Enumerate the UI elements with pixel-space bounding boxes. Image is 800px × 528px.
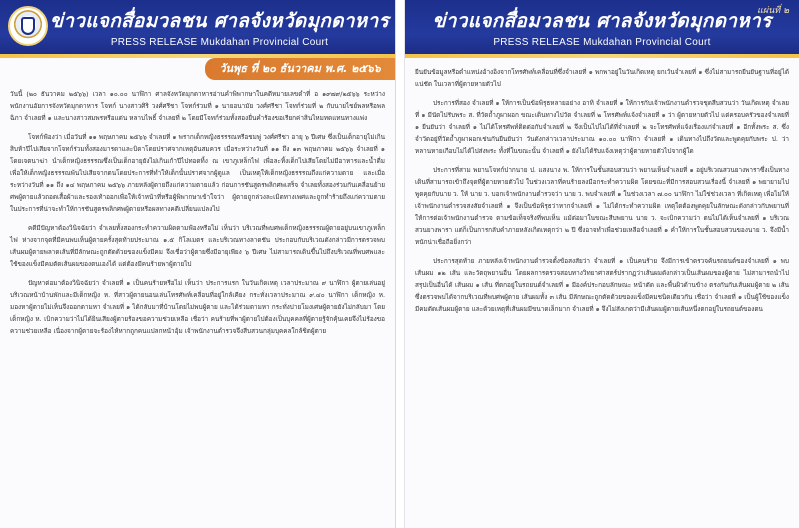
paragraph: คดีมีปัญหาต้องวินิจฉัยว่า จำเลยทั้งสองกระทำความผิดตามฟ้องหรือไม่ เห็นว่า บริเวณที่พบศพเด็กหญิงธรรรณผู้ตายอยู่บนเขาภูเหล็กไฟ ห่างจากจุดที่มีคนพบเห็นผู้ตายครั้งสุดท้ายประมาณ ๑.๕ กิโลเมตร และบริเวณทางลาดชัน ประกอบกับบริเวณดังกล่าวมีการตรวจพบเส้นผมผู้ตายพลาดเส้นที่มีลักษณะถูกตัดด้วยของแข็งมีคม จึงเชื่อว่าผู้ตายซึ่งมีอายุเพียง ๖ ปีเศษ ไม่สามารถเดินขึ้นไปถึงบริเวณที่พบศพและใช้ของแข็งมีคมตัดเส้นผมของตนเองได้ แต่ต้องมีคนร้ายพาผู้ตายไป	[10, 224, 385, 268]
paragraph: ยืนยันข้อมูลหรือตำแหน่งอ้างอิงจากโทรศัพท์เคลื่อนที่ซึ่งจำเลยที่ ๑ พกพาอยู่ในวันเกิดเหตุ ยกเว้นจำเลยที่ ๑ ซึ่งไม่สามารถยืนยันฐานที่อยู่ได้แน่ชัด ในเวลาที่ผู้ตายหายตัวไป	[415, 68, 789, 88]
paragraph: โจทก์ฟ้องว่า เมื่อวันที่ ๑๑ พฤษภาคม ๒๕๖๖ จำเลยที่ ๑ พรากเด็กหญิงธรรรณหรือชมพู่ วงศ์ศรีชา อายุ ๖ ปีเศษ ซึ่งเป็นเด็กอายุไม่เกินสิบห้าปีไปเสียจากโจทก์ร่วมทั้งสองมารดาและบิดาโดยปราศจากเหตุอันสมควร เมื่อระหว่างวันที่ ๑๑ ถึง ๑๓ พฤษภาคม ๒๕๖๖ จำเลยที่ ๑ โดยเจตนาฆ่า นำเด็กหญิงธรรรณซึ่งเป็นเด็กอายุยังไม่เกินเก้าปีไปทอดทิ้ง ณ เขาภูเหล็กไฟ เพื่อละทิ้งเด็กไปเสียโดยไม่มีอาหารและน้ำดื่มเพื่อให้เด็กหญิงธรรรณพ้นไปเสียจากตนโดยประการที่ทำให้เด็กนั้นปราศจากผู้ดูแล เป็นเหตุให้เด็กหญิงธรรรณถึงแก่ความตาย และเมื่อระหว่างวันที่ ๑๑ ถึง ๑๔ พฤษภาคม ๒๕๖๖ ภายหลังผู้ตายถึงแก่ความตายแล้ว ก่อนการชันสูตรพลิกศพเสร็จ จำเลยทั้งสองร่วมกันเคลื่อนย้ายศพผู้ตายแล้วถอดเสื้อผ้าและรองเท้าออกเพื่อให้เจ้าหน้าที่หรือผู้พิพากษาเข้าใจว่า ผู้ตายถูกล่วงละเมิดทางเพศและถูกทำร้ายถึงแก่ความตาย ในประการที่น่าจะทำให้การชันสูตรพลิกศพผู้ตายหรือผลทางคดีเปลี่ยนแปลงไป	[10, 133, 385, 213]
banner-subtitle: PRESS RELEASE Mukdahan Provincial Court	[110, 37, 329, 48]
paragraph: ประการที่สอง จำเลยที่ ๑ ให้การเป็นข้อพิรุธหลายอย่าง อาทิ จำเลยที่ ๑ ให้การกับเจ้าพนักงานตำรวจชุดสืบสวนว่า วันเกิดเหตุ จำเลยที่ ๑ มีนัดไปรับพระ ส. ที่วัดถ้ำภูผาผอก ขณะเดินทางไปวัด จำเลยที่ ๒ โทรศัพท์แจ้งจำเลยที่ ๑ ว่า ผู้ตายหายตัวไป แต่ครอบครัวของจำเลยที่ ๑ ยืนยันว่า จำเลยที่ ๑ ไม่ได้โทรศัพท์ติดต่อกับจำเลยที่ ๒ จึงเป็นไปไม่ได้ที่จำเลยที่ ๒ จะโทรศัพท์แจ้งเรื่องแก่จำเลยที่ ๑ อีกทั้งพระ ส. ซึ่งจำวัดอยู่ที่วัดถ้ำภูผาผอกเช่นกันยืนยันว่า วันดังกล่าวเวลาประมาณ ๑๐.๐๐ นาฬิกา จำเลยที่ ๑ เดินทางไปถึงวัดและพูดคุยกับพระ ป. ว่า หลานหายเกือบไม่ได้ไปส่งพระ ทั้งที่ในขณะนั้น จำเลยที่ ๑ ยังไม่ได้รับแจ้งเหตุว่าผู้ตายหายตัวไปจากผู้ใด	[415, 99, 789, 155]
paragraph: ประการสุดท้าย ภายหลังเจ้าพนักงานตำรวจตั้งข้อสงสัยว่า จำเลยที่ ๑ เป็นคนร้าย จึงมีการเข้าตรวจค้นรถยนต์ของจำเลยที่ ๑ พบเส้นผม ๑๒ เส้น และวัตถุพยานอื่น โดยผลการตรวจสอบทางวิทยาศาสตร์ปรากฏว่าเส้นผมดังกล่าวเป็นเส้นผมของผู้ตาย ไม่สามารถนำไปสรุปเป็นอื่นได้ เส้นผม ๑ เส้น ที่ตกอยู่ในรถยนต์จำเลยที่ ๑ มีองค์ประกอบลักษณะ หน้าตัด และพื้นผิวด้านข้าง ตรงกันกับเส้นผมผู้ตาย ๒ เส้น ซึ่งตรวจพบได้จากบริเวณที่พบศพผู้ตาย เส้นผมทั้ง ๓ เส้น มีลักษณะถูกตัดด้วยของแข็งมีคมชนิดเดียวกัน เชื่อว่า จำเลยที่ ๑ เป็นผู้ใช้ของแข็งมีคมตัดเส้นผมผู้ตาย และด้วยเหตุที่เส้นผมมีขนาดเล็กมาก จำเลยที่ ๑ จึงไม่สังเกตว่ามีเส้นผมผู้ตายเส้นหนึ่งตกอยู่ในรถยนต์ของตน	[415, 257, 789, 313]
article-body	[10, 88, 385, 344]
paragraph: ประการที่สาม พยานโจทก์ปากนาย ป. แสงนาง พ. ให้การในชั้นสอบสวนว่า พยานเห็นจำเลยที่ ๑ อยู่บริเวณสวนยางพาราซึ่งเป็นทางเดินที่สามารถเข้าถึงจุดที่ผู้ตายหายตัวไป ในช่วงเวลาที่คนร้ายลงมือกระทำความผิด โดยขณะที่มีการสอบสวนเรื่องนี้ จำเลยที่ ๑ พยายามไปพูดคุยกับนาย ว. ให้ นาย ว. บอกเจ้าพนักงานตำรวจว่า นาย ว. พบจำเลยที่ ๑ ในช่วงเวลา ๗.๐๐ นาฬิกา ไม่ใช่ช่วงเวลา ที่เกิดเหตุ เพื่อไม่ให้เจ้าพนักงานตำรวจสงสัยจำเลยที่ ๑ จึงเป็นข้อพิรุธว่าหากจำเลยที่ ๑ ไม่ได้กระทำความผิด เหตุใดต้องพูดคุยในลักษณะดังกล่าวกับพยานที่ให้การต่อเจ้าพนักงานตำรวจ ตามข้อเท็จจริงที่พบเห็น แม้ต่อมาในขณะสืบพยาน นาย ว. จะเบิกความว่า ตนไม่ได้เห็นจำเลยที่ ๑ บริเวณสวนยางพารา แต่ก็เป็นการกลับคำภายหลังเกิดเหตุกว่า ๒ ปี ซึ่งอาจทำเพื่อช่วยเหลือจำเลยที่ ๑ คำให้การในชั้นสอบสวนของนาย ว. จึงมีน้ำหนักน่าเชื่อถือยิ่งกว่า	[415, 166, 789, 246]
press-release-page-1	[0, 0, 396, 528]
gold-stripe	[405, 54, 799, 58]
court-seal-logo: ศาลจังหวัดมุกดาหาร	[8, 6, 48, 46]
paragraph: ปัญหาต่อมาต้องวินิจฉัยว่า จำเลยที่ ๑ เป็นคนร้ายหรือไม่ เห็นว่า ประการแรก ในวันเกิดเหตุ เวลาประมาณ ๙ นาฬิกา ผู้ตายเล่นอยู่บริเวณหน้าบ้านพักและมีเด็กหญิง ห. ที่สาวผู้ตายนอนเล่นโทรศัพท์เคลื่อนที่อยู่ใกล้เคียง กระทั่งเวลาประมาณ ๙.๔๐ นาฬิกา เด็กหญิง ห. มองหาผู้ตายไม่เห็นจึงออกตามหา จำเลยที่ ๑ ได้กลับมาที่บ้านโดยไม่พบผู้ตาย และได้ร่วมตามหา กระทั่งบ่ายโมงเศษผู้ตายยังไม่กลับมา โดยเด็กหญิง ห. เบิกความว่าไม่ได้ยินเสียงผู้ตายร้องขอความช่วยเหลือ เชื่อว่า คนร้ายที่พาผู้ตายไปต้องเป็นบุคคลที่ผู้ตายรู้จักคุ้นเคยจึงไม่ร้องขอความช่วยเหลือ เนื่องจากผู้ตายจะร้องไห้หากถูกคนแปลกหน้าอุ้ม เจ้าพนักงานตำรวจจึงสืบสวนกลุ่มบุคคลใกล้ชิดผู้ตาย	[10, 279, 385, 335]
press-release-page-2	[404, 0, 800, 528]
article-body	[415, 66, 789, 322]
banner-title: ข่าวแจกสื่อมวลชน ศาลจังหวัดมุกดาหาร	[49, 10, 389, 32]
release-date: วันพุธ ที่ ๒๐ ธันวาคม พ.ศ. ๒๕๖๖	[205, 58, 395, 80]
press-release-banner	[405, 0, 799, 58]
banner-title: ข่าวแจกสื่อมวลชน ศาลจังหวัดมุกดาหาร	[432, 10, 772, 32]
paragraph: วันนี้ (๒๐ ธันวาคม ๒๕๖๖) เวลา ๑๐.๐๐ นาฬิกา ศาลจังหวัดมุกดาหารอ่านคำพิพากษาในคดีหมายเลขดำที่ อ ๑๙๗๙/๒๕๖๖ ระหว่างพนักงานอัยการจังหวัดมุกดาหาร โจทก์ นางสาวศิริ วงศ์ศรีชา โจทก์ร่วมที่ ๑ นายอนามัย วงศ์ศรีชา โจทก์ร่วมที่ ๒ กับนายไชย์พลหรือพล ฉิภา จำเลยที่ ๑ และนางสาวสมพรหรือแต่น หลาบไพธิ์ จำเลยที่ ๒ โดยมีโจทก์ร่วมทั้งสองยื่นคำร้องขอเรียกค่าสินไหมทดแทนทางแพ่ง	[10, 90, 385, 122]
page-number: แผ่นที่ ๒	[757, 6, 789, 16]
banner-subtitle: PRESS RELEASE Mukdahan Provincial Court	[493, 37, 711, 48]
press-release-banner	[0, 0, 395, 58]
